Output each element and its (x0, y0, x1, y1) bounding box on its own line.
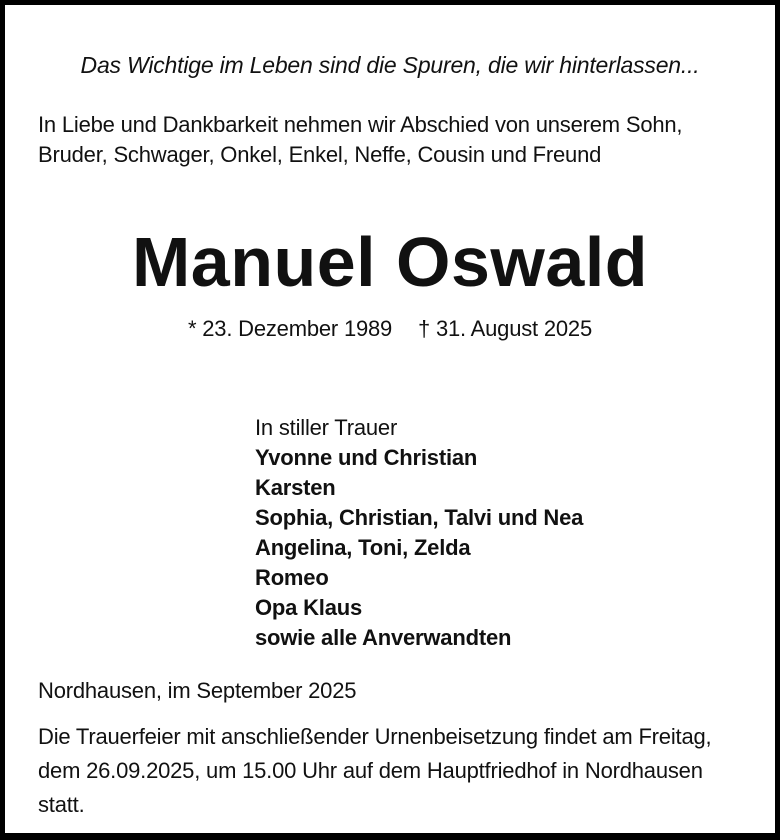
funeral-line: statt. (38, 792, 85, 817)
life-dates (5, 316, 775, 342)
mourner-line: Sophia, Christian, Talvi und Nea (255, 505, 584, 530)
deceased-name: Manuel Oswald (131, 223, 649, 301)
intro-line: In Liebe und Dankbarkeit nehmen wir Abschied von unserem Sohn, (38, 112, 683, 137)
funeral-line: Die Trauerfeier mit anschließender Urnenbeisetzung findet am Freitag, (38, 724, 712, 749)
intro-line: Bruder, Schwager, Onkel, Enkel, Neffe, Cousin und Freund (38, 142, 602, 167)
mourner-line: Opa Klaus (255, 595, 363, 620)
intro-text (38, 110, 682, 170)
death-date: † 31. August 2025 (418, 316, 592, 341)
mourner-line: Angelina, Toni, Zelda (255, 535, 471, 560)
mourner-line: Romeo (255, 565, 329, 590)
birth-date: * 23. Dezember 1989 (187, 316, 393, 341)
mourners-block (255, 413, 583, 653)
place-date-line: Nordhausen, im September 2025 (38, 678, 357, 703)
funeral-line: dem 26.09.2025, um 15.00 Uhr auf dem Hauptfriedhof in Nordhausen (38, 758, 703, 783)
mourner-line: sowie alle Anverwandten (255, 625, 512, 650)
mourner-line: Karsten (255, 475, 336, 500)
memorial-quote: Das Wichtige im Leben sind die Spuren, die wir hinterlassen... (80, 52, 700, 78)
mourners-heading: In stiller Trauer (255, 415, 398, 440)
mourner-line: Yvonne und Christian (255, 445, 478, 470)
funeral-info (38, 720, 711, 822)
